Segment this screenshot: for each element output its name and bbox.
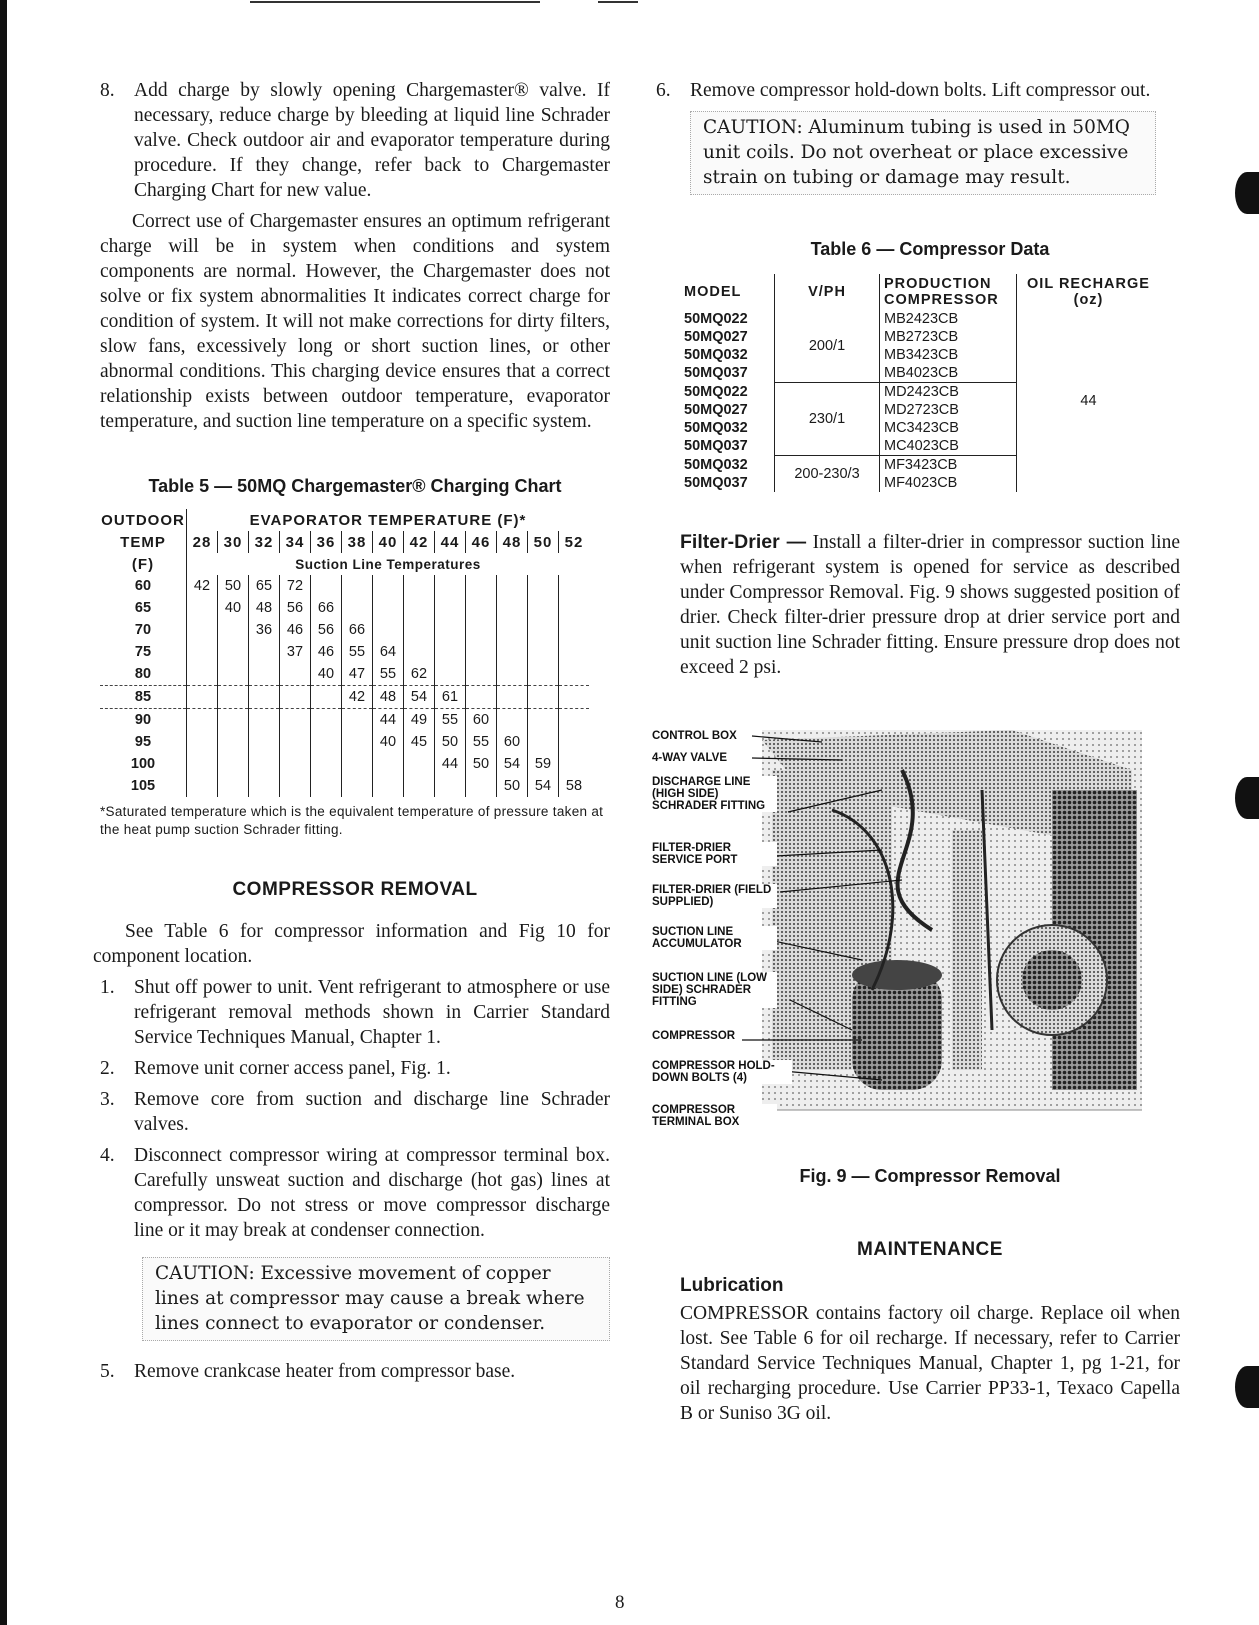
charging-chart-table	[100, 509, 589, 797]
maintenance-heading: MAINTENANCE	[857, 1239, 1003, 1260]
suction-temp-cell	[249, 686, 280, 709]
suction-temp-cell	[435, 597, 466, 619]
chart-row	[100, 686, 589, 709]
suction-temp-cell	[218, 731, 249, 753]
removal-step	[100, 1056, 610, 1081]
suction-temp-cell	[218, 641, 249, 663]
chart-row	[100, 597, 589, 619]
suction-temp-cell	[466, 597, 497, 619]
figure-label: SUCTION LINE ACCUMULATOR	[652, 926, 777, 950]
vph-cell: 200-230/3	[775, 456, 880, 493]
suction-temp-cell	[497, 597, 528, 619]
suction-temp-cell: 62	[404, 663, 435, 686]
suction-temp-cell: 49	[404, 709, 435, 732]
chargemaster-paragraph: Correct use of Chargemaster ensures an optimum refrigerant charge will be in system when conditions and system components are normal. However, the Chargemaster does not solve or fix system abnormalities It indicates correct charge for condition of system. It will not make corrections for dirty filters, slow fans, excessively long or short suction lines, or other abnormal conditions. This charging device ensures that a correct relationship exists between outdoor temperature, evaporator temperature, and suction line temperature on a specific system.	[100, 211, 610, 432]
suction-temp-cell	[249, 663, 280, 686]
lubrication-paragraph: COMPRESSOR contains factory oil charge. Replace oil when lost. See Table 6 for oil recharge. If necessary, refer to Carrier Standard Service Techniques Manual, Chapter 1, pg 1-21, for oil recharging procedure. Use Carrier PP33-1, Texaco Capella B or Suniso 3G oil.	[680, 1303, 1180, 1424]
suction-temp-cell	[218, 619, 249, 641]
suction-temp-cell	[404, 775, 435, 797]
suction-temp-cell: 59	[528, 753, 559, 775]
suction-temp-cell	[404, 641, 435, 663]
suction-temp-cell	[280, 663, 311, 686]
suction-temp-cell: 56	[311, 619, 342, 641]
chart-row	[100, 663, 589, 686]
suction-temp-cell	[497, 686, 528, 709]
evap-temp-header: 42	[404, 531, 435, 553]
outdoor-temp: 75	[100, 641, 187, 663]
outdoor-temp: 100	[100, 753, 187, 775]
suction-temp-cell	[187, 753, 218, 775]
suction-temp-cell	[342, 775, 373, 797]
suction-temp-cell	[342, 597, 373, 619]
margin-mark-3	[1235, 1366, 1259, 1408]
suction-temp-cell	[373, 753, 404, 775]
figure-label: COMPRESSOR TERMINAL BOX	[652, 1104, 777, 1128]
chart-row	[100, 709, 589, 732]
suction-temp-cell	[528, 619, 559, 641]
evap-temp-header: 30	[218, 531, 249, 553]
row-header-1: OUTDOOR	[100, 509, 187, 531]
step-number: 2.	[100, 1058, 115, 1079]
chart-row	[100, 641, 589, 663]
suction-temp-cell: 50	[435, 731, 466, 753]
chart-row	[100, 619, 589, 641]
evap-temp-header: 46	[466, 531, 497, 553]
suction-temp-cell	[280, 686, 311, 709]
model-cell: 50MQ032	[684, 420, 748, 436]
suction-temp-cell	[466, 575, 497, 597]
suction-temp-cell	[280, 731, 311, 753]
production-compressor-cell: MC3423CB	[880, 419, 1017, 437]
suction-temp-cell: 47	[342, 663, 373, 686]
suction-temp-cell: 40	[218, 597, 249, 619]
suction-temp-cell	[373, 775, 404, 797]
scan-edge	[0, 0, 7, 1625]
model-cell: 50MQ022	[684, 311, 748, 327]
suction-temp-cell	[311, 709, 342, 732]
outdoor-temp: 90	[100, 709, 187, 732]
suction-temp-cell	[311, 775, 342, 797]
chart-row	[100, 575, 589, 597]
step-number: 4.	[100, 1145, 115, 1166]
model-cell: 50MQ027	[684, 402, 748, 418]
suction-temp-cell	[249, 753, 280, 775]
compressor-row	[680, 310, 1160, 328]
suction-temp-cell: 54	[404, 686, 435, 709]
model-cell: 50MQ037	[684, 365, 748, 382]
suction-temp-cell	[466, 641, 497, 663]
filter-drier-text: Install a filter-drier in compressor suction line when refrigerant system is opened for service as described under Compressor Removal. Fig. 9 shows suggested position of drier. Check filter-drier pressure drop at drier service port and unit suction line Schrader fitting. Ensure pressure drop does not exceed 2 psi.	[680, 532, 1181, 678]
suction-temp-cell	[559, 597, 590, 619]
suction-temp-cell	[187, 641, 218, 663]
suction-temp-cell	[528, 709, 559, 732]
suction-temp-cell	[528, 575, 559, 597]
step-text: Remove compressor hold-down bolts. Lift compressor out.	[690, 80, 1151, 101]
figure-label: FILTER-DRIER (FIELD SUPPLIED)	[652, 884, 777, 908]
step-text: Shut off power to unit. Vent refrigerant to atmosphere or use refrigerant removal methods shown in Carrier Standard Service Techniques Manual, Chapter 1.	[134, 977, 610, 1048]
row-header-3: (F)	[100, 553, 187, 575]
suction-temp-cell	[497, 575, 528, 597]
suction-temp-cell	[187, 709, 218, 732]
production-compressor-cell: MB4023CB	[880, 364, 1017, 383]
suction-temp-cell	[342, 753, 373, 775]
suction-temp-cell	[187, 775, 218, 797]
compressor-data-table	[680, 274, 1160, 492]
suction-temp-cell	[559, 641, 590, 663]
suction-temp-cell	[373, 619, 404, 641]
suction-temp-cell: 55	[373, 663, 404, 686]
outdoor-temp: 65	[100, 597, 187, 619]
suction-temp-cell	[559, 619, 590, 641]
suction-temp-cell: 42	[187, 575, 218, 597]
removal-step	[100, 975, 610, 1050]
suction-temp-cell: 42	[342, 686, 373, 709]
suction-temp-cell	[559, 663, 590, 686]
filter-drier-paragraph	[680, 530, 1180, 680]
step-number: 5.	[100, 1361, 115, 1382]
evap-temp-header: 52	[559, 531, 590, 553]
suction-temp-cell: 45	[404, 731, 435, 753]
suction-temp-cell	[311, 731, 342, 753]
step-5	[100, 1359, 610, 1384]
evap-temp-header: 34	[280, 531, 311, 553]
suction-temp-cell	[249, 731, 280, 753]
suction-temp-cell: 44	[435, 753, 466, 775]
suction-temp-cell: 48	[249, 597, 280, 619]
suction-temp-cell: 50	[218, 575, 249, 597]
suction-temp-cell	[466, 619, 497, 641]
vph-cell: 230/1	[775, 383, 880, 456]
suction-temp-cell: 54	[497, 753, 528, 775]
caution-copper-lines: CAUTION: Excessive movement of copper lines at compressor may cause a break where lines connect to evaporator or condenser.	[142, 1257, 610, 1341]
step-text: Remove core from suction and discharge line Schrader valves.	[134, 1089, 610, 1135]
step-number: 1.	[100, 977, 115, 998]
evap-temp-header: 36	[311, 531, 342, 553]
suction-temp-cell	[435, 575, 466, 597]
evap-temp-header: 32	[249, 531, 280, 553]
suction-temp-cell	[435, 775, 466, 797]
chart-row	[100, 753, 589, 775]
suction-temp-cell	[187, 597, 218, 619]
suction-temp-cell: 61	[435, 686, 466, 709]
suction-temp-cell	[497, 709, 528, 732]
step-8	[100, 78, 610, 203]
page-number: 8	[615, 1592, 625, 1613]
suction-temp-cell	[218, 663, 249, 686]
suction-temp-cell	[404, 753, 435, 775]
production-compressor-cell: MB2423CB	[880, 310, 1017, 328]
figure-label: COMPRESSOR	[652, 1030, 736, 1042]
suction-temp-cell	[559, 731, 590, 753]
suction-temp-cell: 44	[373, 709, 404, 732]
suction-temp-cell	[249, 641, 280, 663]
production-compressor-cell: MF3423CB	[880, 456, 1017, 475]
suction-temp-cell	[187, 731, 218, 753]
suction-temp-cell: 66	[311, 597, 342, 619]
suction-temp-cell	[528, 641, 559, 663]
suction-temp-cell	[466, 663, 497, 686]
margin-mark-1	[1235, 172, 1259, 214]
outdoor-temp: 85	[100, 686, 187, 709]
suction-temp-cell	[528, 731, 559, 753]
suction-subheader: Suction Line Temperatures	[295, 556, 481, 572]
step-text: Remove unit corner access panel, Fig. 1.	[134, 1058, 451, 1079]
model-cell: 50MQ037	[684, 475, 748, 491]
figure-label: COMPRESSOR HOLD-DOWN BOLTS (4)	[652, 1060, 792, 1084]
caution-aluminum-tubing: CAUTION: Aluminum tubing is used in 50MQ unit coils. Do not overheat or place excessive strain on tubing or damage may result.	[690, 111, 1156, 195]
suction-temp-cell: 55	[435, 709, 466, 732]
evap-group-header: EVAPORATOR TEMPERATURE (F)*	[249, 511, 527, 529]
margin-mark-2	[1235, 777, 1259, 819]
suction-temp-cell	[218, 709, 249, 732]
removal-intro: See Table 6 for compressor information and Fig 10 for component location.	[93, 921, 610, 967]
suction-temp-cell	[311, 686, 342, 709]
col-model: MODEL	[684, 284, 742, 300]
step-number: 8.	[100, 80, 115, 101]
suction-temp-cell	[528, 597, 559, 619]
suction-temp-cell	[187, 686, 218, 709]
suction-temp-cell	[497, 619, 528, 641]
suction-temp-cell	[342, 575, 373, 597]
suction-temp-cell	[528, 686, 559, 709]
chart-row	[100, 775, 589, 797]
outdoor-temp: 70	[100, 619, 187, 641]
step-text: Disconnect compressor wiring at compressor terminal box. Carefully unsweat suction and discharge (hot gas) lines at compressor. Do not stress or move compressor discharge line or it may break at condenser connection.	[134, 1145, 610, 1241]
suction-temp-cell	[249, 775, 280, 797]
step-number: 3.	[100, 1089, 115, 1110]
chart-footnote: *Saturated temperature which is the equivalent temperature of pressure taken at the heat pump suction Schrader fitting.	[100, 804, 604, 837]
step-6	[656, 78, 1180, 103]
suction-temp-cell: 55	[342, 641, 373, 663]
suction-temp-cell: 55	[466, 731, 497, 753]
col-oil-recharge: OIL RECHARGE (oz)	[1027, 276, 1150, 308]
suction-temp-cell	[404, 619, 435, 641]
suction-temp-cell	[218, 775, 249, 797]
suction-temp-cell	[187, 619, 218, 641]
suction-temp-cell	[342, 709, 373, 732]
suction-temp-cell: 60	[466, 709, 497, 732]
col-vph: V/PH	[775, 274, 880, 310]
suction-temp-cell	[559, 709, 590, 732]
suction-temp-cell	[280, 753, 311, 775]
vph-cell: 200/1	[775, 310, 880, 383]
removal-step	[100, 1087, 610, 1137]
suction-temp-cell: 60	[497, 731, 528, 753]
suction-temp-cell	[404, 597, 435, 619]
removal-steps	[100, 975, 610, 1243]
step-number: 6.	[656, 80, 671, 101]
suction-temp-cell	[497, 663, 528, 686]
compressor-removal-heading: COMPRESSOR REMOVAL	[232, 879, 478, 900]
production-compressor-cell: MD2723CB	[880, 401, 1017, 419]
lubrication-heading: Lubrication	[680, 1275, 784, 1296]
table5-caption: Table 5 — 50MQ Chargemaster® Charging Chart	[148, 476, 562, 496]
figure-caption: Fig. 9 — Compressor Removal	[799, 1166, 1061, 1186]
outdoor-temp: 60	[100, 575, 187, 597]
evap-temp-header: 28	[187, 531, 218, 553]
evap-temp-header: 44	[435, 531, 466, 553]
suction-temp-cell	[435, 641, 466, 663]
filter-drier-title: Filter-Drier —	[680, 531, 807, 553]
outdoor-temp: 95	[100, 731, 187, 753]
suction-temp-cell	[559, 575, 590, 597]
suction-temp-cell	[373, 597, 404, 619]
step-text: Add charge by slowly opening Chargemaster® valve. If necessary, reduce charge by bleeding at liquid line Schrader valve. Check outdoor air and evaporator temperature during procedure. If they change, refer back to Chargemaster Charging Chart for new value.	[134, 80, 610, 201]
model-cell: 50MQ027	[684, 329, 748, 345]
oil-recharge-cell: 44	[1080, 393, 1097, 409]
suction-temp-cell: 56	[280, 597, 311, 619]
suction-temp-cell	[404, 575, 435, 597]
figure-label: FILTER-DRIER SERVICE PORT	[652, 842, 777, 866]
right-column	[652, 78, 1181, 1426]
suction-temp-cell	[218, 753, 249, 775]
suction-temp-cell	[466, 775, 497, 797]
step-text: Remove crankcase heater from compressor base.	[134, 1361, 516, 1382]
suction-temp-cell: 50	[466, 753, 497, 775]
outdoor-temp: 80	[100, 663, 187, 686]
suction-temp-cell	[497, 641, 528, 663]
suction-temp-cell	[311, 575, 342, 597]
suction-temp-cell: 54	[528, 775, 559, 797]
evap-temp-header: 38	[342, 531, 373, 553]
figure-label: SUCTION LINE (LOW SIDE) SCHRADER FITTING	[652, 972, 777, 1008]
suction-temp-cell	[435, 619, 466, 641]
figure-label: CONTROL BOX	[652, 730, 737, 742]
suction-temp-cell	[311, 753, 342, 775]
suction-temp-cell: 46	[280, 619, 311, 641]
suction-temp-cell	[559, 686, 590, 709]
suction-temp-cell	[342, 731, 373, 753]
row-header-2: TEMP	[100, 531, 187, 553]
production-compressor-cell: MB2723CB	[880, 328, 1017, 346]
suction-temp-cell: 40	[311, 663, 342, 686]
chart-row	[100, 731, 589, 753]
model-cell: 50MQ032	[684, 347, 748, 363]
suction-temp-cell	[218, 686, 249, 709]
suction-temp-cell: 65	[249, 575, 280, 597]
suction-temp-cell: 66	[342, 619, 373, 641]
model-cell: 50MQ022	[684, 383, 748, 400]
suction-temp-cell	[373, 575, 404, 597]
suction-temp-cell	[466, 686, 497, 709]
suction-temp-cell	[528, 663, 559, 686]
production-compressor-cell: MD2423CB	[880, 383, 1017, 402]
suction-temp-cell	[280, 775, 311, 797]
production-compressor-cell: MB3423CB	[880, 346, 1017, 364]
suction-temp-cell: 58	[559, 775, 590, 797]
left-column	[93, 78, 610, 1390]
suction-temp-cell: 72	[280, 575, 311, 597]
suction-temp-cell	[280, 709, 311, 732]
suction-temp-cell	[187, 663, 218, 686]
outdoor-temp: 105	[100, 775, 187, 797]
model-cell: 50MQ037	[684, 438, 748, 455]
evap-temp-header: 48	[497, 531, 528, 553]
suction-temp-cell	[559, 753, 590, 775]
evap-temp-header: 40	[373, 531, 404, 553]
figure-label: 4-WAY VALVE	[652, 752, 727, 764]
suction-temp-cell	[249, 709, 280, 732]
suction-temp-cell: 46	[311, 641, 342, 663]
removal-step	[100, 1143, 610, 1243]
suction-temp-cell: 37	[280, 641, 311, 663]
figure-label: DISCHARGE LINE (HIGH SIDE) SCHRADER FITTING	[652, 776, 777, 812]
top-rule-right	[598, 1, 638, 3]
suction-temp-cell: 40	[373, 731, 404, 753]
model-cell: 50MQ032	[684, 456, 748, 473]
compressor-figure	[652, 730, 1142, 1150]
suction-temp-cell: 64	[373, 641, 404, 663]
suction-temp-cell	[435, 663, 466, 686]
suction-temp-cell: 48	[373, 686, 404, 709]
suction-temp-cell: 36	[249, 619, 280, 641]
top-rule-left	[250, 1, 540, 3]
col-production-compressor: PRODUCTION COMPRESSOR	[880, 274, 1017, 310]
evap-temp-header: 50	[528, 531, 559, 553]
production-compressor-cell: MC4023CB	[880, 437, 1017, 456]
production-compressor-cell: MF4023CB	[880, 474, 1017, 492]
table6-caption: Table 6 — Compressor Data	[810, 239, 1050, 259]
suction-temp-cell: 50	[497, 775, 528, 797]
